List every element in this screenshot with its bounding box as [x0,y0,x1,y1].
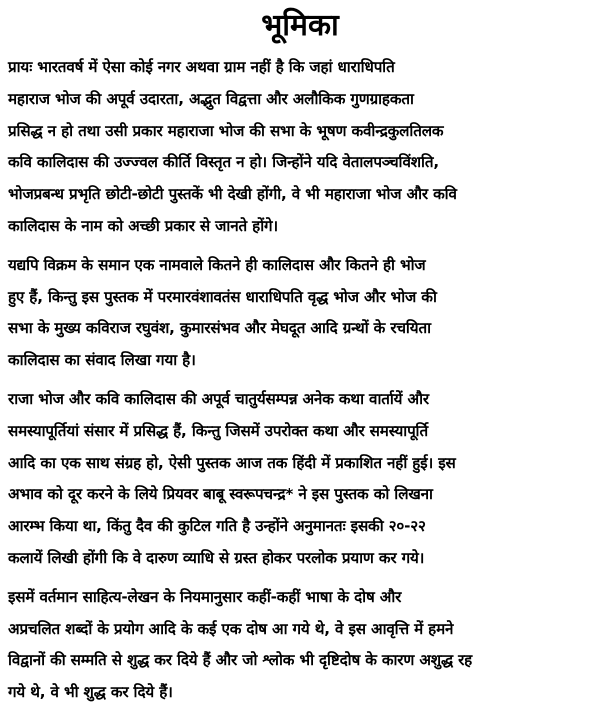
text-line: कलायें लिखी होंगी कि वे दारुण व्याधि से ग्रस्त होकर परलोक प्रयाण कर गये। [8,548,425,567]
text-line: यद्यपि विक्रम के समान एक नामवाले कितने ही कालिदास और कितने ही भोज [8,255,426,274]
page-title: भूमिका [261,8,339,43]
text-line: भोजप्रबन्ध प्रभृति छोटी-छोटी पुस्तकें भी देखी होंगी, वे भी महाराजा भोज और कवि [8,185,457,204]
paragraph-2 [8,250,592,377]
text-line: आदि का एक साथ संग्रह हो, ऐसी पुस्तक आज तक हिंदी में प्रकाशित नहीं हुई। इस [8,453,456,472]
paragraph-3 [8,384,592,575]
text-line: कवि कालिदास की उज्ज्वल कीर्ति विस्तृत न हो। जिन्होंने यदि वेतालपञ्चविंशति, [8,153,440,172]
text-line: कालिदास के नाम को अच्छी प्रकार से जानते होंगे। [8,216,278,235]
text-line: इसमें वर्तमान साहित्य-लेखन के नियमानुसार कहीं-कहीं भाषा के दोष और [8,587,402,606]
text-line: विद्वानों की सम्मति से शुद्ध कर दिये हैं और जो श्लोक भी दृष्टिदोष के कारण अशुद्ध रह [8,651,473,670]
text-line: समस्यापूर्तियां संसार में प्रसिद्ध हैं, किन्तु जिसमें उपरोक्त कथा और समस्यापूर्ति [8,421,428,440]
text-line: प्रायः भारतवर्ष में ऐसा कोई नगर अथवा ग्राम नहीं है कि जहां धाराधिपति [8,58,395,76]
text-line: गये थे, वे भी शुद्ध कर दिये हैं। [8,683,173,702]
text-line: राजा भोज और कवि कालिदास की अपूर्व चातुर्यसम्पन्न अनेक कथा वार्तायें और [8,389,429,408]
paragraph-4 [8,582,592,709]
text-line: अभाव को दूर करने के लिये प्रियवर बाबू स्वरूपचन्द्र* ने इस पुस्तक को लिखना [8,485,433,504]
text-line: महाराज भोज की अपूर्व उदारता, अद्भुत विद्वत्ता और अलौकिक गुणग्राहकता [8,89,414,108]
paragraph-1 [8,52,592,243]
text-line: कालिदास का संवाद लिखा गया है। [8,351,196,370]
text-line: प्रसिद्ध न हो तथा उसी प्रकार महाराजा भोज की सभा के भूषण कवीन्द्रकुलतिलक [8,121,444,140]
text-line: अप्रचलित शब्दों के प्रयोग आदि के कई एक दोष आ गये थे, वे इस आवृत्ति में हमने [8,619,454,638]
text-line: सभा के मुख्य कविराज रघुवंश, कुमारसंभव और मेघदूत आदि ग्रन्थों के रचयिता [8,319,431,338]
text-line: हुए हैं, किन्तु इस पुस्तक में परमारवंशावतंस धाराधिपति वृद्ध भोज और भोज की [8,287,437,306]
text-line: आरम्भ किया था, किंतु दैव की कुटिल गति है उन्होंने अनुमानतः इसकी २०-२२ [8,517,426,536]
